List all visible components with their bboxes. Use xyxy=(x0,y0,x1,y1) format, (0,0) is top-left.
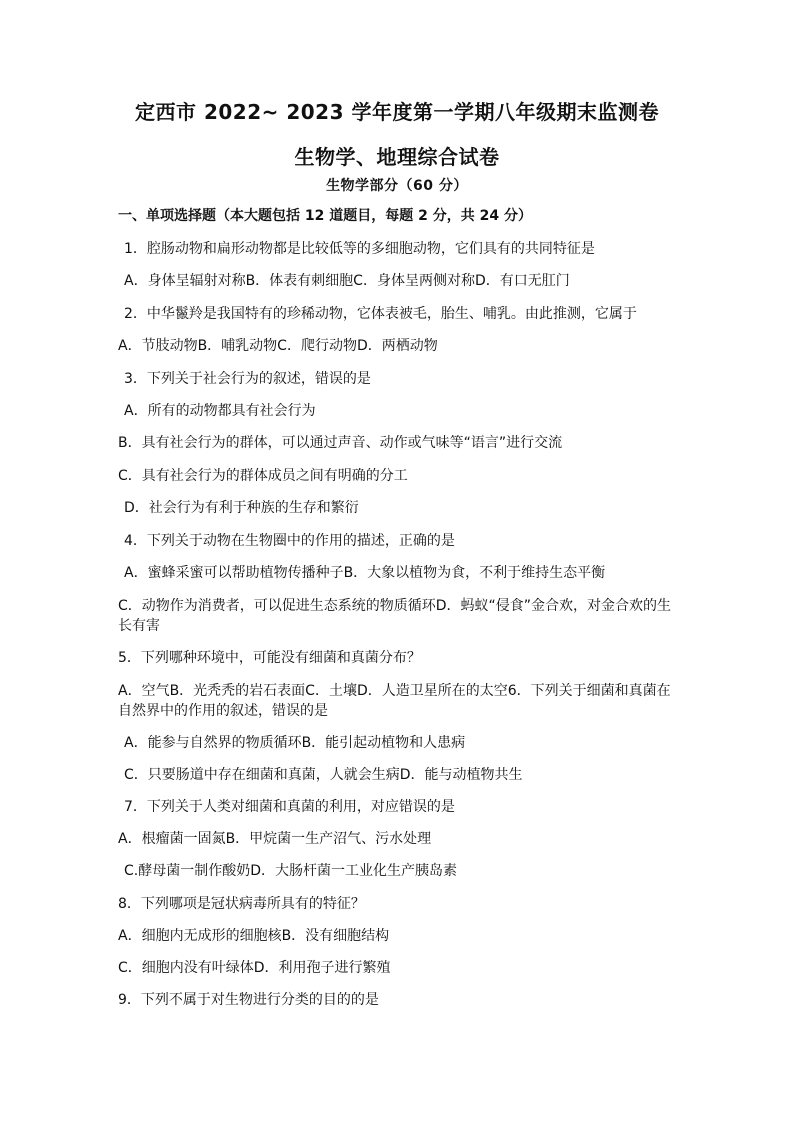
question-8-options-cd: C．细胞内没有叶绿体D．利用孢子进行繁殖 xyxy=(118,960,391,976)
question-4-options-ab: A．蜜蜂采蜜可以帮助植物传播种子B．大象以植物为食，不利于维持生态平衡 xyxy=(124,565,606,581)
question-5-options-and-question-6: A．空气B．光秃秃的岩石表面C．土壤D．人造卫星所在的太空6．下列关于细菌和真菌在自然界中的作用的叙述，错误的是 xyxy=(118,683,671,719)
question-8: 8．下列哪项是冠状病毒所具有的特征？ xyxy=(118,896,365,912)
question-6-options-ab: A．能参与自然界的物质循环B．能引起动植物和人患病 xyxy=(124,735,466,751)
question-8-options-ab: A．细胞内无成形的细胞核B．没有细胞结构 xyxy=(118,928,390,944)
exam-subtitle: 生物学、地理综合试卷 xyxy=(294,145,500,169)
question-7-options-cd: C.酵母菌一制作酸奶D．大肠杆菌一工业化生产胰岛素 xyxy=(124,863,458,879)
exam-title: 定西市 2022~ 2023 学年度第一学期八年级期末监测卷 xyxy=(135,100,659,124)
question-1: 1．腔肠动物和扁形动物都是比较低等的多细胞动物，它们具有的共同特征是 xyxy=(124,241,595,257)
question-3-option-c: C．具有社会行为的群体成员之间有明确的分工 xyxy=(118,468,408,484)
question-7-options-ab: A．根瘤菌一固氮B．甲烷菌一生产沼气、污水处理 xyxy=(118,831,432,847)
question-4: 4．下列关于动物在生物圈中的作用的描述，正确的是 xyxy=(124,533,455,549)
question-2-options: A．节肢动物B．哺乳动物C．爬行动物D．两栖动物 xyxy=(118,338,438,354)
question-4-options-cd: C．动物作为消费者，可以促进生态系统的物质循环D．蚂蚁“侵食”金合欢，对金合欢的生长有害 xyxy=(118,598,672,634)
question-6-options-cd: C．只要肠道中存在细菌和真菌，人就会生病D．能与动植物共生 xyxy=(124,767,523,783)
question-5: 5．下列哪种环境中，可能没有细菌和真菌分布？ xyxy=(118,650,421,666)
question-7: 7．下列关于人类对细菌和真菌的利用，对应错误的是 xyxy=(124,799,455,815)
question-3-option-d: D．社会行为有利于种族的生存和繁衍 xyxy=(124,500,359,516)
question-2: 2．中华鬣羚是我国特有的珍稀动物，它体表被毛，胎生、哺乳。由此推测，它属于 xyxy=(124,306,637,322)
question-3: 3．下列关于社会行为的叙述，错误的是 xyxy=(124,371,371,387)
question-3-option-b: B．具有社会行为的群体，可以通过声音、动作或气味等“语言”进行交流 xyxy=(118,435,563,451)
question-1-options: A．身体呈辐射对称B．体表有刺细胞C．身体呈两侧对称D．有口无肛门 xyxy=(124,273,570,289)
section-heading: 一、单项选择题（本大题包括 12 道题目，每题 2 分，共 24 分） xyxy=(118,208,532,224)
question-3-option-a: A．所有的动物都具有社会行为 xyxy=(124,403,316,419)
section-part-heading: 生物学部分（60 分） xyxy=(326,178,468,194)
question-9: 9．下列不属于对生物进行分类的目的的是 xyxy=(118,992,379,1008)
